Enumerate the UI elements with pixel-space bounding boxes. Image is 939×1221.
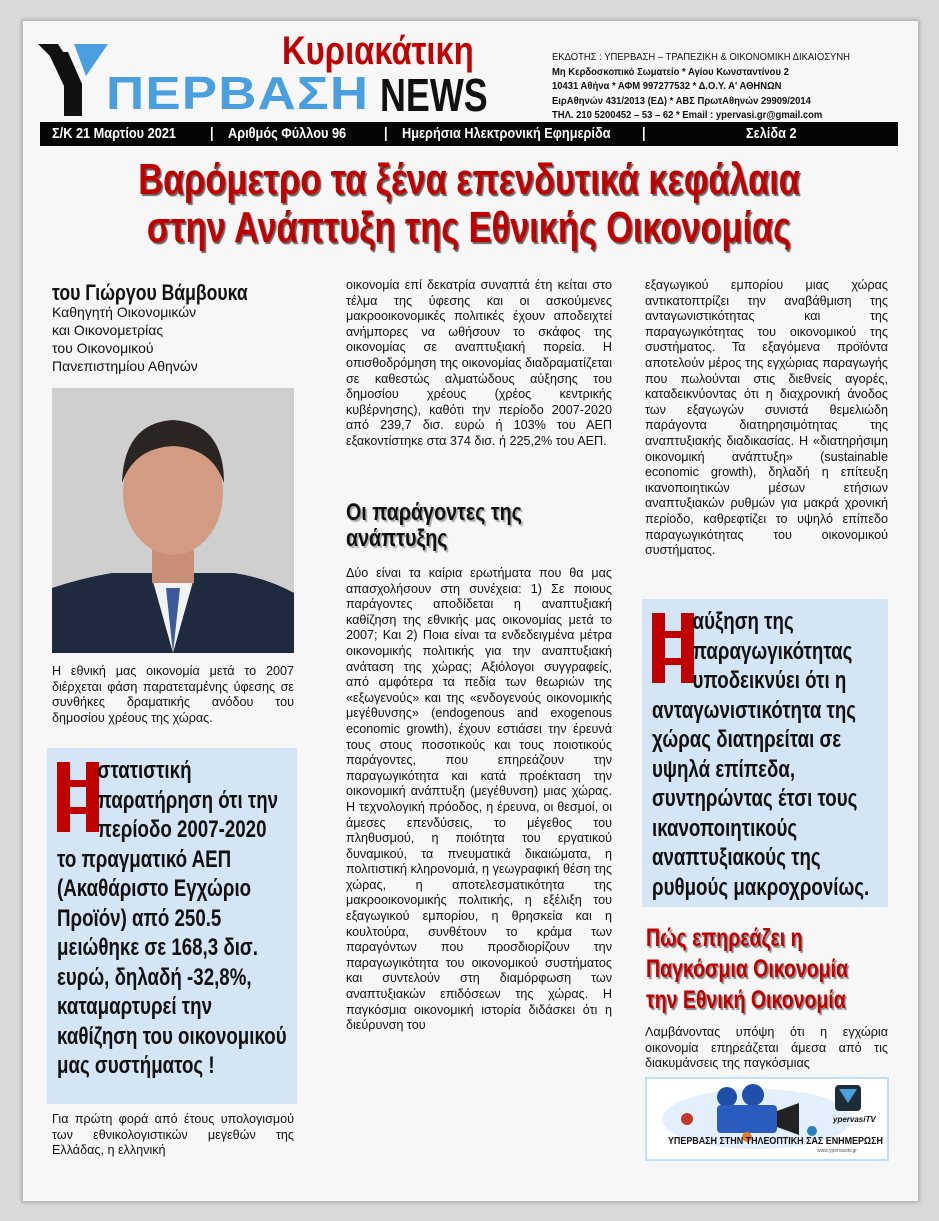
page-number: Σελίδα 2 (746, 125, 797, 142)
main-headline (40, 156, 898, 252)
pull-quote-text: στατιστική παρατήρηση ότι την περίοδο 2007-2020 το πραγματικό ΑΕΠ (Ακαθάριστο Εγχώριο Προϊόν) από 250.5 μειώθηκε σε 168,3 δισ. ευρώ, δηλαδή -32,8%, καταμαρτυρεί την καθίζηση του οικονομικού μας συστήματος ! (57, 757, 287, 1079)
author-photo (52, 388, 294, 653)
headline-line: στην Ανάπτυξη της Εθνικής Οικονομίας (146, 203, 792, 252)
author-title (52, 303, 198, 375)
publisher-line: 10431 Αθήνα * ΑΦΜ 997277532 * Δ.Ο.Υ. Α' ΑΘΗΝΩΝ (552, 80, 782, 92)
col1-tail-paragraph: Για πρώτη φορά από έτους υπολογισμού των εθνικολογιστικών μεγεθών της Ελλάδας, η ελληνική (52, 1112, 294, 1158)
issue-band (40, 122, 898, 146)
pull-quote-text: αύξηση της παραγωγικότητας υποδεικνύει ότι η ανταγωνιστικότητα της χώρας διατηρείται σε υψηλά επίπεδα, συντηρώντας έτσι τους ικανοποιητικούς αναπτυξιακούς της ρυθμούς μακροχρονίως. (652, 608, 870, 901)
publisher-line: ΤΗΛ. 210 5200452 – 53 – 62 * Email : ypervasi.gr@gmail.com (552, 109, 823, 121)
separator: | (384, 125, 388, 142)
author-title-line: και Οικονομετρίας (52, 322, 164, 338)
banner-slogan-text: ΥΠΕΡΒΑΣΗ ΣΤΗΝ ΤΗΛΕΟΠΤΙΚΗ ΣΑΣ ΕΝΗΜΕΡΩΣΗ (667, 1135, 883, 1147)
subhead-line: Παγκόσμια Οικονομία (646, 955, 848, 983)
headline-line: Βαρόμετρο τα ξένα επενδυτικά κεφάλαια (138, 155, 800, 204)
subhead-global-economy (646, 923, 905, 1016)
banner-url[interactable]: www.ypervasitv.gr (817, 1148, 857, 1154)
pull-quote-productivity (642, 599, 888, 907)
col3-paragraph-2: Λαμβάνοντας υπόψη ότι η εγχώρια οικονομία επηρεάζεται άμεσα από τις διακυμάνσεις της παγκόσμιας (645, 1025, 888, 1071)
intro-paragraph: Η εθνική μας οικονομία μετά το 2007 διέρχεται φάση παρατεταμένης ύφεσης σε συνθήκες δραματικής ανόδου του δημοσίου χρέους της χώρας. (52, 664, 294, 725)
publisher-line: Μη Κερδοσκοπικό Σωματείο * Αγίου Κωνσταντίνου 2 (552, 65, 789, 78)
logo-y-icon (38, 44, 108, 116)
pull-quote-gdp (47, 748, 297, 1104)
brand-kyriakatiki: Κυριακάτικη (282, 29, 474, 73)
col3-paragraph-1: εξαγωγικού εμπορίου μιας χώρας αντικατοπτρίζει την αναβάθμιση της ανταγωνιστικότητας και της παραγωγικότητας του οικονομικού της συστήματος. Τα εξαγόμενα προϊόντα αποτελούν μέρος της εγχώριας παραγωγής που πωλούνται στις διεθνείς αγορές, καταδεικνύοντας ότι η διαχρονική άνοδος των εξαγωγών συνιστά θεμελιώδη παράγοντα διατηρησιμότητας της αναπτυξιακής διαδικασίας. Η «διατηρήσιμη οικονομική ανάπτυξη» (sustainable economic growth), δηλαδή η επίτευξη ικανοποιητικών μέσων ετήσιων αναπτυξιακών ρυθμών για μακρά χρονική περίοδο, καθρεφτίζει το υψηλό επίπεδο παραγωγικότητας του οικονομικού συστήματος. (645, 278, 888, 558)
col2-paragraph-2: Δύο είναι τα καίρια ερωτήματα που θα μας απασχολήσουν στη συνέχεια: 1) Σε ποιους παράγοντες αποδίδεται η αναπτυξιακή καθίζηση της εθνικής μας οικονομίας μετά το 2007; Και 2) Ποια είναι τα ενδεδειγμένα μέτρα οικονομικής πολιτικής για την αναπτυξιακή ανάταση της χώρας; Αξιόλογοι συγγραφείς, από αμφότερα τα πεδία των θεωριών της «εξωγενούς» και της «ενδογενούς οικονομικής μεγέθυνσης» (endogenous and exogenous economic growth), έχουν εστιάσει την έρευνά τους στους ποσοτικούς και τους ποιοτικούς παράγοντες, που επηρεάζουν την παραγωγικότητα και κατά προέκταση την οικονομική ανάπτυξη (μεγέθυνση) μιας χώρας. Η τεχνολογική πρόοδος, η έρευνα, οι θεσμοί, οι άμεσες επενδύσεις, το μέγεθος του πληθυσμού, η ποιότητα του εργατικού δυναμικού, τα πνευματικά δικαιώματα, η πολιτιστική κληρονομιά, η γεωγραφική θέση της χώρας, η αποτελεσματικότητα της μακροοικονομικής πολιτικής, η εξέλιξη του εξαγωγικού εμπορίου, η θρησκεία και η κουλτούρα, συνθέτουν το κράμα των παραγόντων που προσδιορίζουν την παραγωγικότητα του οικονομικού συστήματος και συντελούν στη διαμόρφωση των αναπτυξιακών επιδόσεων της χώρας. Η παγκόσμια οικονομική ιστορία διδάσκει ότι η διεύρυνση του (346, 566, 612, 1033)
paper-type: Ημερήσια Ηλεκτρονική Εφημερίδα (402, 125, 611, 142)
publisher-line: ΕιρΑθηνών 431/2013 (ΕΔ) * ΑΒΣ ΠρωτΑθηνών 29909/2014 (552, 94, 811, 107)
issue-date: Σ/Κ 21 Μαρτίου 2021 (52, 125, 177, 142)
publisher-info (552, 50, 883, 123)
issue-number: Αριθμός Φύλλου 96 (228, 125, 347, 142)
author-title-line: Πανεπιστημίου Αθηνών (52, 358, 198, 374)
subhead-line: την Εθνική Οικονομία (646, 986, 846, 1014)
subhead-line: Πώς επηρεάζει η (646, 924, 803, 952)
separator: | (210, 125, 214, 142)
ypervasi-tv-banner[interactable] (645, 1077, 889, 1161)
author-title-line: Καθηγητή Οικονομικών (52, 304, 197, 320)
author-name: του Γιώργου Βάμβουκα (52, 280, 248, 305)
subhead-line: Οι παράγοντες της (346, 499, 522, 526)
subhead-line: ανάπτυξης (346, 525, 448, 552)
banner-slogan (649, 1135, 885, 1147)
subhead-factors (346, 500, 561, 552)
separator: | (642, 125, 646, 142)
brand-main: ΠΕΡΒΑΣΗ (106, 67, 370, 119)
col2-paragraph-1: οικονομία επί δεκατρία συναπτά έτη κείται στο τέλμα της ύφεσης και οι ασκούμενες μακροοικονομικές πολιτικές έχουν αποδειχτεί ανήμπορες να ωθήσουν το σκάφος της οικονομίας σε αναπτυξιακή πορεία. Η οπισθοδρόμηση της οικονομίας διαδραματίζεται σε καθεστώς αλματώδους αύξησης του δημοσίου χρέους (χρέος κεντρικής κυβέρνησης), καθότι την περίοδο 2007-2020 από 239,7 δισ. ευρώ ή 103% του ΑΕΠ εξακοντίστηκε στα 374 δισ. ή 225,2% του ΑΕΠ. (346, 278, 612, 448)
brand-news: NEWS (380, 69, 488, 121)
publisher-line: ΕΚΔΟΤΗΣ : ΥΠΕΡΒΑΣΗ – ΤΡΑΠΕΖΙΚΗ & ΟΙΚΟΝΟΜΙΚΗ ΔΙΚΑΙΟΣΥΝΗ (552, 51, 850, 63)
author-title-line: του Οικονομικού (52, 340, 154, 356)
banner-brand: ypervasiTV (833, 1115, 876, 1124)
